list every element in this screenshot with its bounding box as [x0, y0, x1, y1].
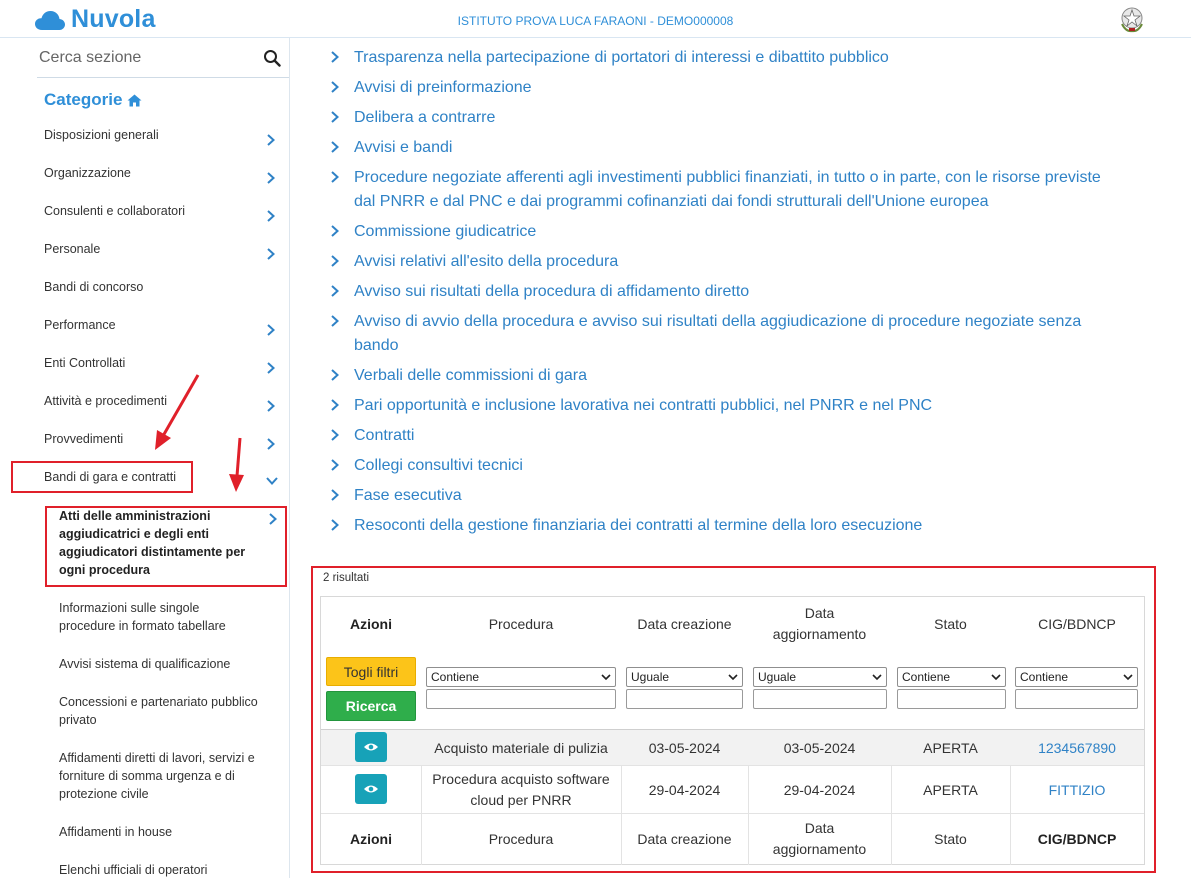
chevron-right-icon [330, 429, 340, 441]
sidebar-item-label: Attività e procedimenti [44, 394, 167, 408]
cell-procedura: Procedura acquisto software cloud per PNRR [432, 770, 610, 808]
chevron-right-icon [266, 400, 276, 412]
sidebar-item-label: Bandi di concorso [44, 280, 144, 294]
sub-item-informazioni-procedure[interactable] [59, 599, 259, 635]
chevron-down-icon [1123, 672, 1133, 682]
chevron-right-icon [330, 519, 340, 531]
chevron-right-icon [330, 369, 340, 381]
sub-item-label: Affidamenti diretti di lavori, servizi e forniture di somma urgenza e di protezione civile [59, 751, 255, 801]
cell-data-creazione: 03-05-2024 [648, 739, 721, 756]
chevron-down-icon [872, 672, 882, 682]
chevron-right-icon [330, 225, 340, 237]
chevron-right-icon [330, 171, 340, 183]
cell-data-creazione: 29-04-2024 [648, 781, 721, 798]
select-value: Contiene [902, 670, 951, 684]
sidebar-item-label: Organizzazione [44, 166, 131, 180]
cell-stato: APERTA [923, 781, 978, 798]
chevron-right-icon [330, 285, 340, 297]
view-button[interactable] [355, 732, 387, 762]
sub-item-affidamenti-house[interactable] [59, 823, 259, 841]
sub-item-label: Informazioni sulle singole procedure in formato tabellare [59, 601, 226, 633]
col-header-azioni[interactable]: Azioni [350, 615, 392, 632]
chevron-right-icon [330, 459, 340, 471]
section-label: Commissione giudicatrice [354, 223, 537, 240]
cell-data-aggiornamento: 29-04-2024 [783, 781, 856, 798]
chevron-right-icon [266, 134, 276, 146]
select-value: Uguale [631, 670, 670, 684]
select-value: Uguale [758, 670, 797, 684]
select-value: Contiene [1020, 670, 1069, 684]
section-label: Avviso sui risultati della procedura di affidamento diretto [354, 283, 750, 300]
cell-cig-link[interactable]: 1234567890 [1038, 739, 1116, 756]
view-button[interactable] [355, 774, 387, 804]
categories-label: Categorie [44, 90, 123, 109]
sidebar-item-consulenti[interactable] [44, 204, 284, 218]
categories-title [44, 90, 142, 110]
section-link[interactable] [330, 220, 1120, 244]
filter-select-cig[interactable] [1015, 667, 1138, 687]
sub-item-label: Concessioni e partenariato pubblico privato [59, 695, 258, 727]
col-header-data-aggiornamento[interactable]: Data aggiornamento [772, 605, 867, 642]
section-link[interactable] [330, 310, 1130, 358]
eye-icon [363, 742, 379, 752]
footer-header-data-creazione[interactable]: Data creazione [637, 830, 732, 847]
section-link[interactable] [330, 484, 1120, 508]
highlight-box [45, 506, 287, 587]
sub-item-concessioni[interactable] [59, 693, 259, 729]
chevron-right-icon [266, 438, 276, 450]
sidebar-item-label: Bandi di gara e contratti [44, 470, 177, 484]
section-link[interactable] [330, 46, 1120, 70]
section-label: Pari opportunità e inclusione lavorativa nei contratti pubblici, nel PNRR e nel PNC [354, 397, 933, 414]
chevron-right-icon [266, 362, 276, 374]
col-header-procedura[interactable]: Procedura [488, 615, 554, 632]
chevron-right-icon [330, 399, 340, 411]
sidebar-item-performance[interactable] [44, 318, 284, 332]
select-value: Contiene [431, 670, 480, 684]
sidebar-item-label: Provvedimenti [44, 432, 124, 446]
republic-emblem-icon [1118, 4, 1146, 34]
sidebar-item-label: Performance [44, 318, 116, 332]
chevron-down-icon [266, 476, 278, 486]
sidebar-item-enti-controllati[interactable] [44, 356, 284, 370]
footer-header-cig[interactable]: CIG/BDNCP [1037, 830, 1117, 847]
search-input[interactable] [39, 42, 225, 74]
cell-data-aggiornamento: 03-05-2024 [783, 739, 856, 756]
section-link[interactable] [330, 280, 1120, 304]
chevron-right-icon [266, 248, 276, 260]
footer-header-data-aggiornamento[interactable]: Data aggiornamento [772, 820, 867, 857]
section-label: Avvisi e bandi [354, 139, 453, 156]
chevron-right-icon [330, 489, 340, 501]
chevron-right-icon [266, 172, 276, 184]
sub-item-label: Atti delle amministrazioni aggiudicatrici e degli enti aggiudicatori distintamente per ogni procedura [59, 509, 246, 577]
section-link[interactable] [330, 514, 1120, 538]
red-arrow-icon [145, 370, 255, 500]
sub-item-label: Affidamenti in house [59, 825, 173, 839]
sidebar-item-organizzazione[interactable] [44, 166, 284, 180]
search-icon[interactable] [263, 49, 281, 67]
section-label: Delibera a contrarre [354, 109, 496, 126]
cell-procedura: Acquisto materiale di pulizia [434, 739, 608, 756]
logo-text: Nuvola [71, 5, 156, 33]
chevron-down-icon [601, 672, 611, 682]
section-label: Trasparenza nella partecipazione di portatori di interessi e dibattito pubblico [354, 49, 889, 66]
chevron-down-icon [991, 672, 1001, 682]
cell-stato: APERTA [923, 739, 978, 756]
institute-name: ISTITUTO PROVA LUCA FARAONI - DEMO000008 [457, 14, 734, 28]
filter-input-data-creazione[interactable] [626, 689, 743, 709]
cell-cig-link[interactable]: FITTIZIO [1048, 781, 1106, 798]
sub-item-elenchi-operatori[interactable] [59, 861, 259, 878]
filter-input-data-aggiornamento[interactable] [753, 689, 887, 709]
sidebar-item-label: Enti Controllati [44, 356, 126, 370]
filter-select-data-creazione[interactable] [626, 667, 743, 687]
section-link[interactable] [330, 250, 1120, 274]
filter-input-stato[interactable] [897, 689, 1006, 709]
home-icon [127, 94, 142, 107]
section-link[interactable] [330, 454, 1120, 478]
chevron-right-icon [330, 141, 340, 153]
section-label: Procedure negoziate afferenti agli investimenti pubblici finanziati, in tutto o in parte, con le risorse previste dal PNRR e dal PNC e dai programmi cofinanziati dai fondi strutturali dell'Unione europea [354, 169, 1101, 210]
app-header [0, 0, 1191, 38]
sub-item-avvisi-qualificazione[interactable] [59, 655, 259, 673]
search-box [37, 42, 289, 78]
filter-select-stato[interactable] [897, 667, 1006, 687]
col-header-stato[interactable]: Stato [934, 615, 967, 632]
sidebar-item-label: Disposizioni generali [44, 128, 159, 142]
section-label: Collegi consultivi tecnici [354, 457, 523, 474]
chevron-right-icon [330, 255, 340, 267]
chevron-right-icon [330, 81, 340, 93]
section-label: Contratti [354, 427, 415, 444]
section-link[interactable] [330, 136, 1120, 160]
section-label: Avviso di avvio della procedura e avviso sui risultati della aggiudicazione di procedure negoziate senza bando [354, 313, 1082, 354]
filter-input-cig[interactable] [1015, 689, 1138, 709]
footer-header-azioni[interactable]: Azioni [350, 830, 392, 847]
chevron-right-icon [266, 210, 276, 222]
section-link[interactable] [330, 76, 1120, 100]
col-header-cig[interactable]: CIG/BDNCP [1038, 615, 1116, 632]
chevron-right-icon [266, 324, 276, 336]
section-label: Avvisi relativi all'esito della procedura [354, 253, 619, 270]
results-count: 2 risultati [323, 572, 370, 584]
clear-filters-button[interactable]: Togli filtri [326, 657, 416, 686]
section-label: Avvisi di preinformazione [354, 79, 532, 96]
filter-select-data-aggiornamento[interactable] [753, 667, 887, 687]
sidebar-item-bandi-concorso[interactable] [44, 280, 284, 294]
filter-select-procedura[interactable] [426, 667, 616, 687]
section-link[interactable] [330, 166, 1110, 214]
sub-item-label: Avvisi sistema di qualificazione [59, 657, 231, 671]
section-link[interactable] [330, 394, 1120, 418]
section-link[interactable] [330, 424, 1120, 448]
sub-item-label: Elenchi ufficiali di operatori [59, 863, 208, 877]
footer-header-stato[interactable]: Stato [934, 830, 967, 847]
eye-icon [363, 784, 379, 794]
sidebar-item-label: Consulenti e collaboratori [44, 204, 186, 218]
section-label: Fase esecutiva [354, 487, 462, 504]
chevron-down-icon [728, 672, 738, 682]
chevron-right-icon [330, 111, 340, 123]
search-button[interactable]: Ricerca [326, 691, 416, 721]
sidebar-item-label: Personale [44, 242, 101, 256]
filter-input-procedura[interactable] [426, 689, 616, 709]
section-label: Resoconti della gestione finanziaria dei contratti al termine della loro esecuzione [354, 517, 923, 534]
sub-item-affidamenti-diretti[interactable] [59, 749, 259, 803]
col-header-data-creazione[interactable]: Data creazione [637, 615, 732, 632]
sidebar-item-personale[interactable] [44, 242, 284, 256]
chevron-right-icon [330, 51, 340, 63]
section-link[interactable] [330, 106, 1120, 130]
chevron-right-icon [330, 315, 340, 327]
footer-header-procedura[interactable]: Procedura [488, 830, 554, 847]
section-label: Verbali delle commissioni di gara [354, 367, 587, 384]
sidebar-item-disposizioni-generali[interactable] [44, 128, 284, 142]
section-link[interactable] [330, 364, 1120, 388]
